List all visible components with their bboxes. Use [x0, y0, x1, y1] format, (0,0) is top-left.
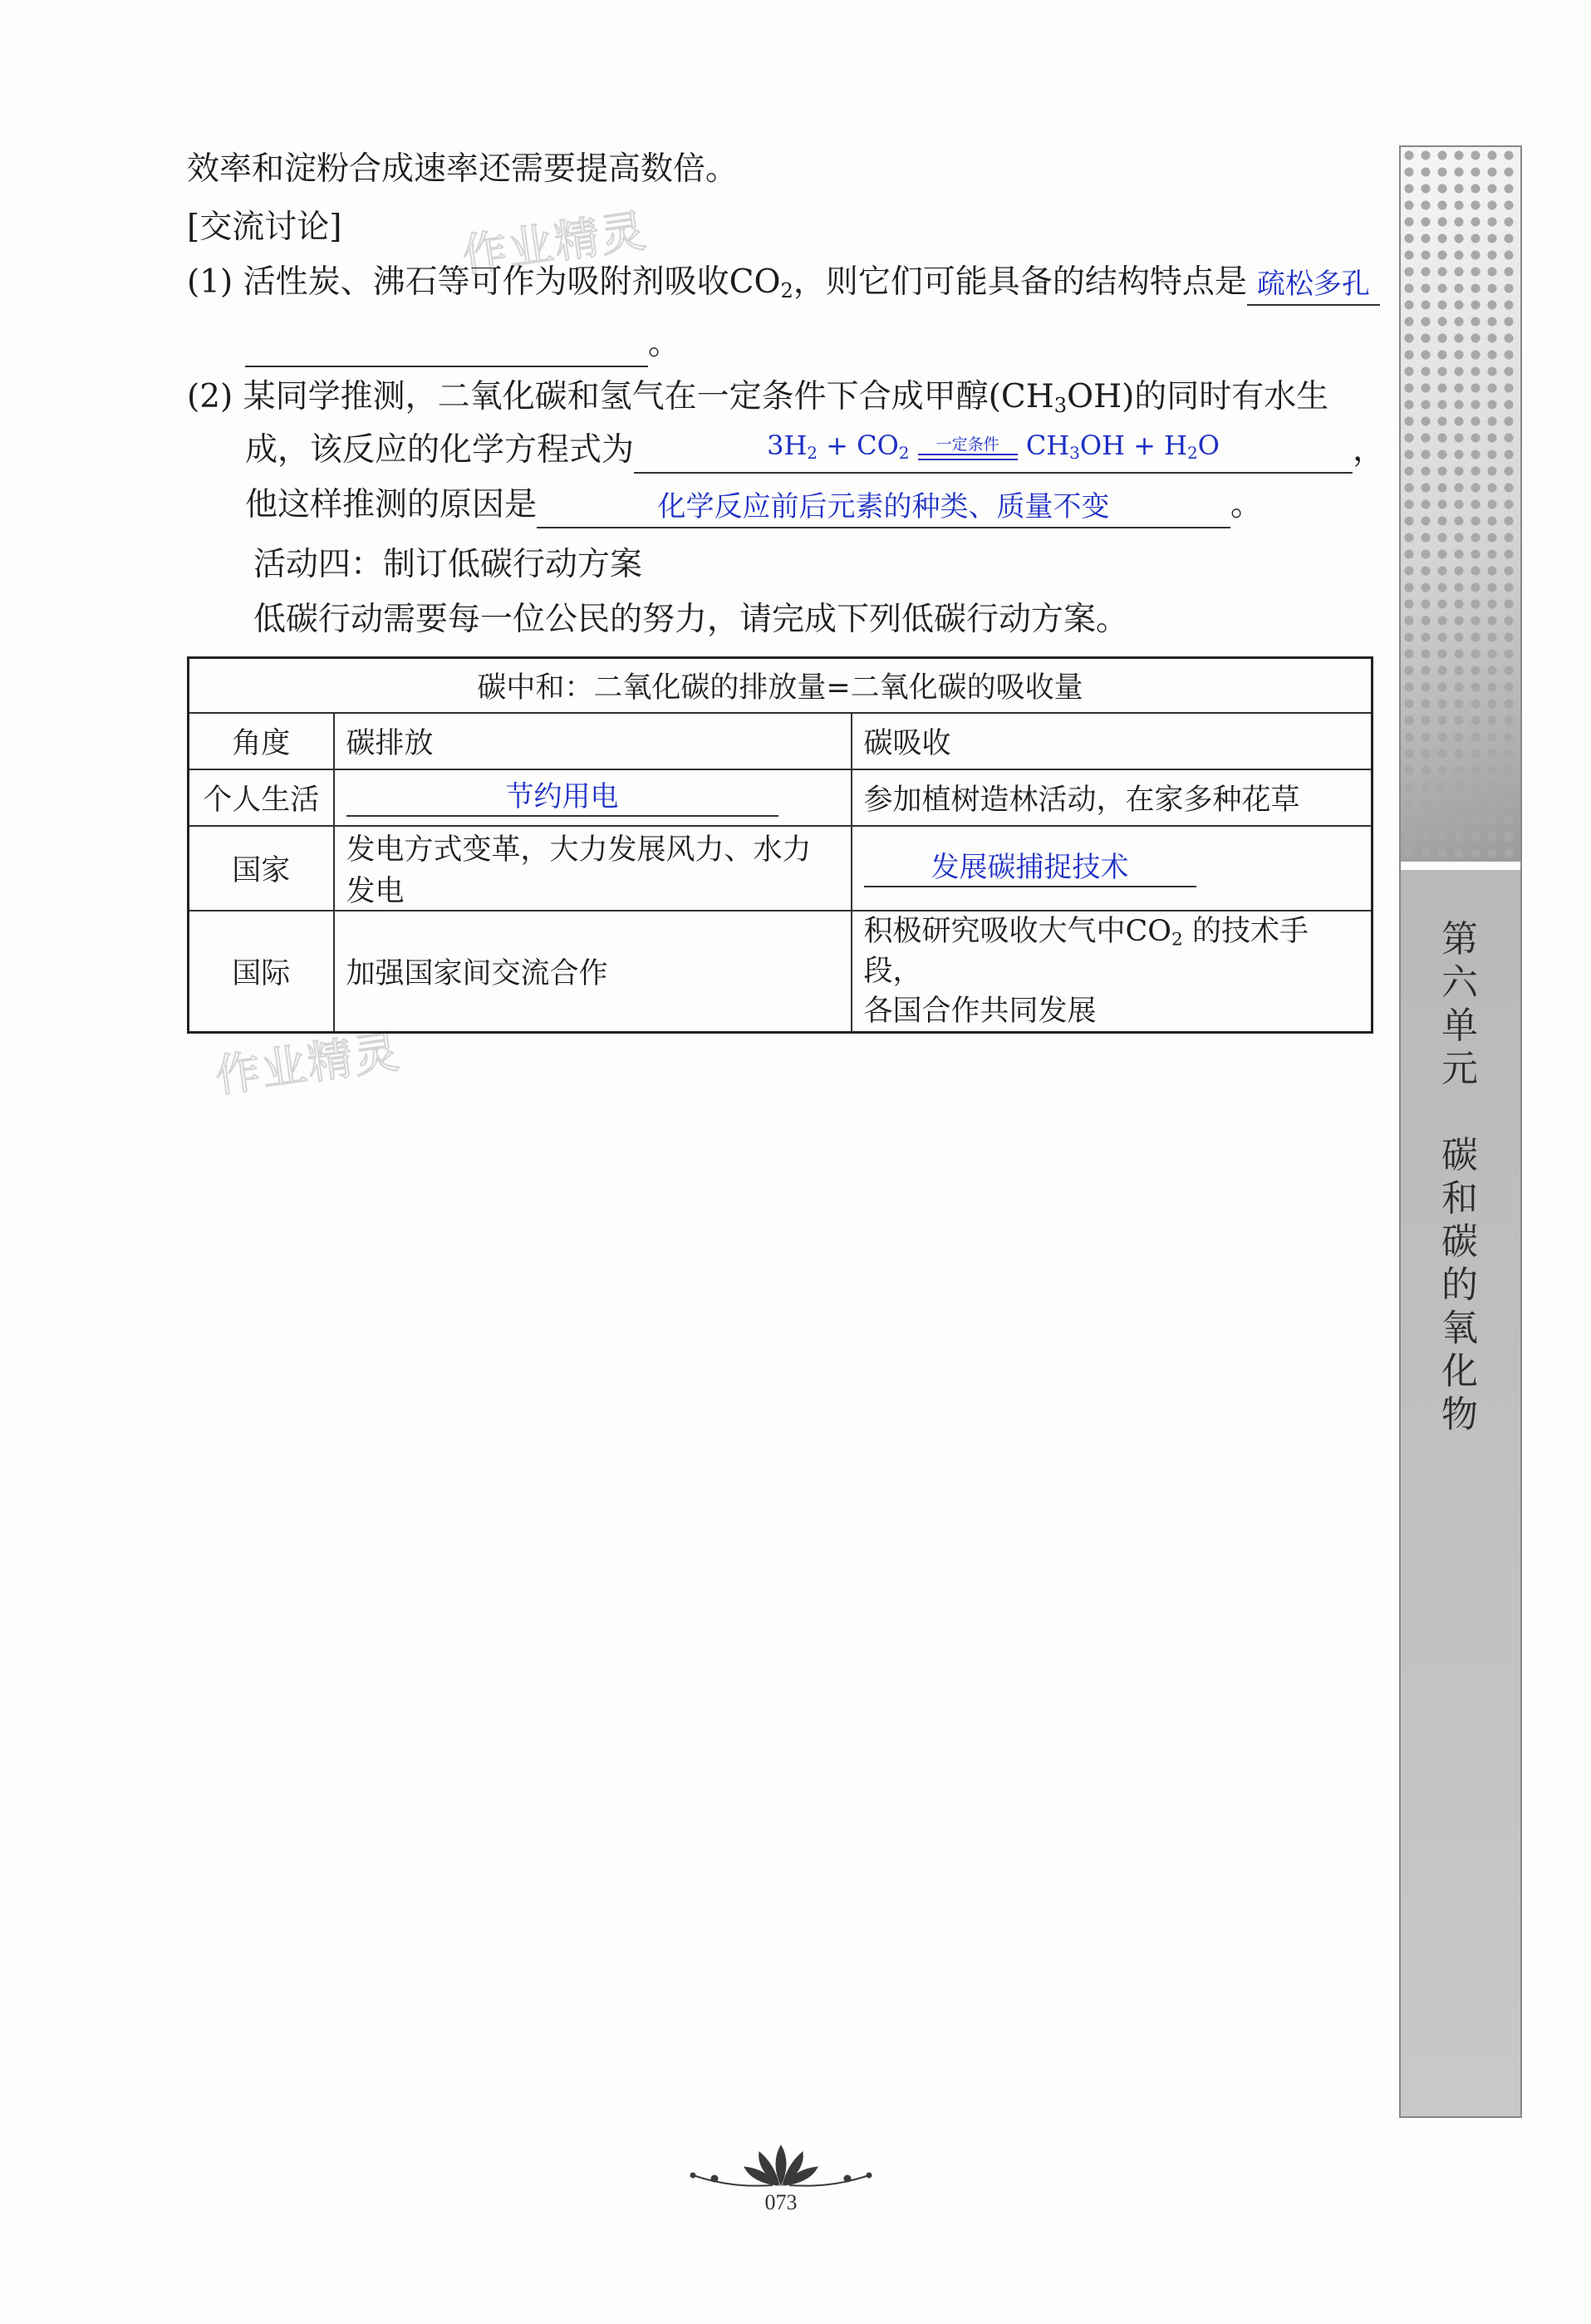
low-carbon-plan-table — [187, 656, 1373, 1034]
equation-blank[interactable] — [634, 430, 1353, 474]
unit-title: 碳和碳的氧化物 — [1441, 1134, 1478, 1436]
header-cell: 碳排放 — [334, 713, 852, 769]
answer-blank[interactable] — [537, 489, 1230, 528]
question-2-line3: 他这样推测的原因是 化学反应前后元素的种类、质量不变 。 — [245, 482, 1263, 528]
table-cell: 发电方式变革，大力发展风力、水力发电 — [334, 826, 852, 911]
answer-cell[interactable] — [334, 769, 852, 826]
row-label: 国际 — [189, 911, 334, 1033]
section-heading: [交流讨论] — [187, 209, 342, 246]
answer-cell[interactable] — [852, 826, 1372, 911]
handwritten-answer: 发展碳捕捉技术 — [931, 851, 1129, 884]
watermark: 作业精灵 — [459, 204, 651, 283]
table-row — [189, 826, 1372, 911]
floral-ornament-icon — [681, 2142, 881, 2189]
table-cell: 加强国家间交流合作 — [334, 911, 852, 1033]
handwritten-equation: $3H_2 + CO_2$ 一定条件 $CH_3OH + H_2O$ — [767, 430, 1220, 463]
decorative-halftone — [1401, 147, 1520, 862]
answer-blank[interactable] — [1247, 266, 1380, 306]
table-cell: 参加植树造林活动，在家多种花草 — [852, 769, 1372, 826]
row-label: 国家 — [189, 826, 334, 911]
table-header-row — [189, 713, 1372, 769]
question-2: (2) 某同学推测，二氧化碳和氢气在一定条件下合成甲醇$(CH_3OH)$的同时有水生 — [187, 378, 1329, 418]
watermark: 作业精灵 — [212, 1024, 404, 1103]
paragraph-line: 效率和淀粉合成速率还需要提高数倍。 — [187, 150, 739, 188]
chapter-title-vertical — [1436, 918, 1484, 1437]
table-row — [189, 911, 1372, 1033]
answer-blank[interactable] — [245, 327, 648, 367]
header-cell: 角度 — [189, 713, 334, 769]
question-2-line2: 成，该反应的化学方程式为 $3H_2 + CO_2$ 一定条件 $CH_3OH + H_2O$ ， — [245, 427, 1385, 474]
table-cell: 积极研究吸收大气中$CO_2$ 的技术手段， 各国合作共同发展 — [852, 911, 1372, 1033]
table-caption: 碳中和：二氧化碳的排放量=二氧化碳的吸收量 — [189, 658, 1372, 714]
header-cell: 碳吸收 — [852, 713, 1372, 769]
question-1-continued: 。 — [245, 321, 680, 367]
page-footer — [681, 2142, 881, 2215]
handwritten-answer: 化学反应前后元素的种类、质量不变 — [657, 490, 1110, 523]
row-label: 个人生活 — [189, 769, 334, 826]
handwritten-answer: 疏松多孔 — [1256, 268, 1370, 301]
question-1: (1) 活性炭、沸石等可作为吸附剂吸收$CO_2$，则它们可能具备的结构特点是 疏松多孔 — [187, 259, 1380, 306]
unit-label: 第六单元 — [1441, 918, 1478, 1090]
reaction-condition: 一定条件 — [918, 436, 1018, 460]
activity-description: 低碳行动需要每一位公民的努力，请完成下列低碳行动方案。 — [253, 601, 1129, 638]
activity-heading: 活动四：制订低碳行动方案 — [253, 546, 643, 583]
page-number: 073 — [764, 2190, 798, 2214]
handwritten-answer: 节约用电 — [505, 780, 619, 813]
chapter-side-tab — [1399, 145, 1522, 2118]
table-row — [189, 769, 1372, 826]
